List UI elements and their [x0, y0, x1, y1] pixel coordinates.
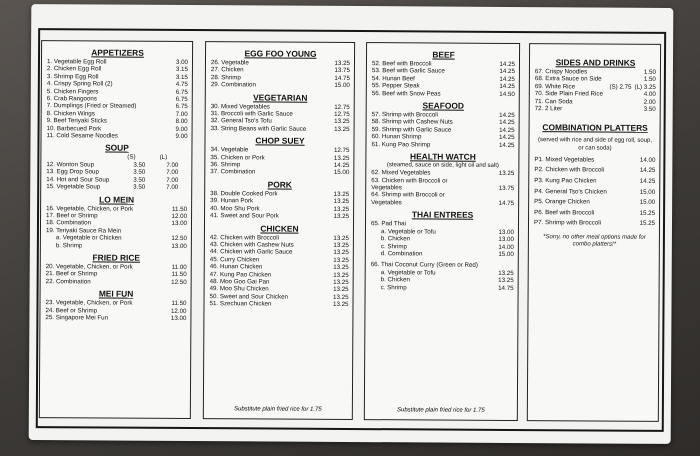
- item-name: 20. Vegetable, Chicken, or Pork: [45, 263, 133, 271]
- item-name: 39. Hunan Pork: [210, 197, 254, 205]
- section-title-chicken: CHICKEN: [260, 222, 299, 234]
- item-name: 32. General Tso's Tofu: [210, 117, 272, 125]
- item-price-small: 3.50: [133, 168, 146, 177]
- item-price: 11.50: [171, 300, 187, 308]
- item-name: 35. Chicken or Pork: [210, 153, 265, 162]
- item-name: Vegetables: [371, 199, 402, 207]
- item-name: 13. Egg Drop Soup: [46, 168, 99, 176]
- item-price: 13.25: [333, 301, 349, 309]
- item-price: 13.25: [333, 241, 349, 249]
- item-price: 15.00: [334, 82, 350, 90]
- menu-item: [534, 177, 655, 185]
- item-price: 6.75: [175, 88, 188, 96]
- menu-item: [535, 105, 656, 113]
- item-price: [184, 228, 187, 235]
- item-name: 33. String Beans with Garlic Sauce: [210, 124, 307, 133]
- item-price: 13.00: [498, 228, 514, 236]
- item-name: 11. Cold Sesame Noodles: [46, 132, 118, 140]
- item-name: 8. Chicken Wings: [46, 109, 95, 118]
- menu-column-2: [203, 41, 355, 420]
- item-name: 41. Sweet and Sour Pork: [210, 212, 279, 220]
- item-price-small: 3.50: [133, 176, 146, 184]
- item-price: 3.15: [175, 73, 188, 81]
- item-price-large: 7.00: [166, 161, 179, 169]
- item-price: 1.50: [643, 76, 656, 84]
- item-name: 34. Vegetable: [210, 146, 249, 154]
- section-title-appetizers: APPETIZERS: [91, 47, 144, 58]
- menu-item: [211, 81, 350, 89]
- menu-item: [534, 220, 655, 228]
- item-name: c. Shrimp: [380, 283, 407, 291]
- item-price: 12.75: [333, 147, 350, 155]
- item-name: 52. Beef with Broccoli: [371, 60, 432, 68]
- item-name: Vegetables: [371, 184, 402, 192]
- menu-item: [209, 300, 348, 308]
- item-price: 14.00: [639, 156, 656, 164]
- item-price: 13.00: [171, 242, 187, 250]
- menu-item: [210, 212, 349, 220]
- item-name: 60. Hunan Shrimp: [371, 133, 422, 141]
- item-name: 2. Chicken Egg Roll: [46, 65, 102, 73]
- item-name: 7. Dumplings (Fried or Steamed): [46, 102, 137, 111]
- menu-column-3: [364, 42, 520, 421]
- item-name: 19. Teriyaki Sauce Ra Mein: [45, 226, 122, 235]
- item-price-small: (S) 2.75: [609, 83, 632, 91]
- item-name: 10. Barbecued Pork: [46, 124, 102, 133]
- item-price: 4.00: [643, 91, 656, 99]
- item-price-large: 7.00: [166, 183, 179, 192]
- item-name: 62. Mixed Vegetables: [371, 169, 431, 177]
- item-name: 57. Shrimp with Broccoli: [371, 111, 439, 119]
- section-title-seafood: SEAFOOD: [422, 100, 464, 111]
- item-price: 6.75: [175, 95, 188, 104]
- item-price-small: 3.50: [133, 183, 146, 191]
- item-name: 67. Crispy Noodles: [534, 68, 588, 76]
- item-name: 61. Kung Pao Shrimp: [371, 140, 431, 149]
- section-title-egg-foo-young: EGG FOO YOUNG: [244, 48, 317, 59]
- item-name: 51. Szechuan Chicken: [209, 300, 272, 308]
- item-price: 3.50: [643, 105, 656, 113]
- menu-item: [371, 284, 514, 292]
- item-price: 12.00: [171, 212, 188, 220]
- fried-rice-substitute-note: Substitute plain fried rice for 1.75: [233, 406, 322, 413]
- item-name: P2. Chicken with Broccoli: [534, 166, 605, 174]
- item-price: 13.75: [334, 67, 350, 75]
- item-name: 56. Beef with Snow Peas: [371, 89, 441, 98]
- item-price: 1.50: [643, 68, 656, 76]
- item-price: 14.25: [499, 83, 515, 91]
- item-name: 43. Chicken with Cashew Nuts: [209, 241, 294, 249]
- size-small-label: (S): [127, 154, 136, 162]
- menu-item: [534, 156, 655, 164]
- section-title-sides-and-drinks: SIDES AND DRINKS: [555, 57, 636, 68]
- item-name: P7. Shrimp with Broccoli: [533, 219, 602, 227]
- item-price: [511, 178, 514, 185]
- item-price: 14.25: [499, 68, 515, 76]
- item-name: 12. Wonton Soup: [46, 161, 95, 169]
- menu-item: [47, 132, 188, 140]
- health-watch-note: (steamed, sauce on side, light oil and salt): [386, 162, 499, 169]
- item-name: 45. Curry Chicken: [209, 255, 260, 264]
- item-name: 36. Shrimp: [210, 161, 241, 169]
- item-name: a. Vegetable or Chicken: [55, 234, 122, 242]
- item-name: 3. Shrimp Egg Roll: [46, 72, 99, 81]
- section-title-vegetarian: VEGETARIAN: [253, 92, 308, 103]
- item-price: 14.25: [639, 167, 656, 175]
- item-price: 14.25: [498, 141, 515, 149]
- section-title-lo-mein: LO MEIN: [99, 193, 135, 205]
- item-price: 15.25: [639, 209, 656, 217]
- item-name: P3. Kung Pao Chicken: [534, 177, 597, 185]
- menu-sheet: [29, 4, 674, 444]
- item-name: 58. Shrimp with Cashew Nuts: [371, 118, 453, 127]
- item-name: 9. Beef Teriyaki Sticks: [46, 117, 108, 125]
- item-price: 13.25: [333, 286, 349, 294]
- section-title-soup: SOUP: [105, 142, 129, 154]
- item-price: 6.75: [175, 103, 188, 111]
- item-name: b. Chicken: [380, 276, 410, 284]
- item-price: 13.25: [333, 249, 349, 257]
- item-price: 13.25: [333, 256, 349, 264]
- menu-item: [210, 169, 349, 177]
- item-price: 15.00: [498, 250, 514, 258]
- item-price: 13.75: [498, 184, 515, 193]
- item-price: 11.50: [172, 205, 188, 213]
- item-name: P6. Beef with Broccoli: [534, 208, 595, 217]
- item-price: 2.00: [643, 98, 656, 106]
- item-price: 13.25: [334, 59, 351, 67]
- menu-item: [46, 242, 187, 250]
- item-name: 50. Sweet and Sour Chicken: [209, 292, 289, 301]
- size-large-label: (L): [159, 154, 168, 162]
- item-name: 64. Shrimp with Broccoli or: [371, 191, 445, 200]
- item-name: 15. Vegetable Soup: [46, 183, 101, 191]
- item-name: 63. Chicken with Broccoli or: [371, 176, 448, 185]
- section-title-health-watch: HEALTH WATCH: [410, 151, 476, 162]
- item-name: 44. Chicken with Garlic Sauce: [209, 248, 293, 256]
- item-price: 13.25: [333, 264, 349, 272]
- item-name: 5. Chicken Fingers: [46, 87, 99, 96]
- item-price: 13.25: [333, 154, 350, 162]
- menu-item: [534, 167, 655, 175]
- fried-rice-substitute-note: Substitute plain fried rice for 1.75: [396, 407, 485, 414]
- item-price: 13.25: [498, 277, 514, 285]
- item-name: 22. Combination: [45, 277, 91, 286]
- item-name: 14. Hot and Sour Soup: [46, 175, 110, 184]
- section-title-beef: BEEF: [432, 49, 455, 60]
- item-name: 72. 2 Liter: [534, 105, 563, 113]
- item-price: 9.00: [175, 125, 188, 133]
- item-name: 54. Hunan Beef: [371, 74, 415, 83]
- menu-item: [46, 278, 187, 286]
- item-price-small: 3.50: [133, 161, 146, 169]
- item-price: 13.25: [333, 212, 350, 221]
- item-price: 13.25: [334, 125, 350, 133]
- item-price: 13.25: [333, 271, 349, 279]
- item-name: 71. Can Soda: [534, 97, 573, 105]
- item-name: 48. Moo Goo Gai Pan: [209, 278, 270, 286]
- item-price: 13.25: [333, 198, 350, 206]
- item-price: 14.25: [499, 75, 515, 83]
- item-price: 14.25: [499, 119, 515, 127]
- item-name: b. Chicken: [380, 235, 411, 243]
- item-price: 13.25: [498, 269, 514, 277]
- menu-item: [372, 90, 515, 98]
- section-title-combination-platters: COMBINATION PLATTERS: [542, 122, 648, 134]
- item-name: a. Vegetable or Tofu: [380, 268, 436, 277]
- item-price: 12.75: [334, 110, 350, 119]
- menu-item: [534, 209, 655, 217]
- section-title-mei-fun: MEI FUN: [98, 288, 134, 299]
- item-price: 13.25: [333, 278, 349, 286]
- menu-item: [45, 314, 186, 322]
- item-price: 8.00: [175, 118, 188, 126]
- section-title-thai-entrees: THAI ENTREES: [411, 209, 474, 221]
- item-name: 23. Vegetable, Chicken, or Pork: [45, 299, 133, 307]
- item-price: 14.25: [639, 177, 656, 185]
- item-price: 13.25: [333, 293, 349, 301]
- item-name: 40. Moo Shu Pork: [210, 204, 260, 213]
- item-name: 31. Broccoli with Garlic Sauce: [210, 110, 293, 118]
- item-name: 37. Combination: [210, 168, 256, 176]
- item-price: 12.50: [171, 235, 187, 243]
- item-price: 13.00: [171, 220, 188, 228]
- item-name: 26. Vegetable: [210, 59, 249, 67]
- item-name: 69. White Rice: [534, 82, 576, 91]
- item-price: 12.00: [170, 307, 187, 315]
- item-price: 14.75: [334, 74, 350, 82]
- item-name: P4. General Tso's Chicken: [534, 187, 607, 196]
- menu-item: [534, 198, 655, 206]
- item-name: 4. Crispy Spring Roll (2): [46, 80, 113, 88]
- item-name: 49. Moo Shu Chicken: [209, 285, 269, 293]
- item-name: 17. Beef or Shrimp: [46, 212, 98, 220]
- item-price: 12.75: [334, 103, 350, 111]
- item-price: 3.00: [175, 58, 189, 67]
- menu-item: [46, 183, 187, 191]
- item-price: 3.15: [175, 66, 188, 74]
- item-name: c. Shrimp: [380, 242, 408, 250]
- item-name: 47. Kung Pao Chicken: [209, 270, 272, 279]
- item-price: [511, 192, 514, 199]
- item-name: P5. Orange Chicken: [534, 198, 590, 206]
- item-name: P1. Mixed Vegetables: [534, 155, 595, 164]
- item-name: 27. Chicken: [210, 66, 244, 74]
- item-price: 14.25: [499, 126, 515, 134]
- item-name: 55. Pepper Steak: [371, 82, 420, 90]
- item-price: 11.00: [171, 263, 187, 271]
- item-price: 15.25: [639, 220, 656, 228]
- item-price: 14.75: [498, 199, 515, 207]
- item-price: 15.00: [639, 188, 656, 196]
- item-price: 13.25: [333, 234, 349, 242]
- item-name: 16. Vegetable, Chicken, or Pork: [46, 204, 134, 213]
- item-name: b. Shrimp: [55, 241, 83, 249]
- item-name: d. Combination: [380, 250, 423, 258]
- combo-note: (served with rice and side of egg roll, soup, or can soda): [537, 137, 653, 152]
- item-name: 25. Singapore Mei Fun: [45, 314, 109, 322]
- item-price: 14.00: [498, 243, 514, 251]
- item-price: 9.00: [175, 132, 188, 141]
- item-price-large: 7.00: [166, 169, 179, 177]
- item-price: 14.75: [498, 284, 514, 292]
- item-price: 13.25: [334, 118, 350, 126]
- item-name: 42. Chicken with Broccoli: [209, 233, 280, 242]
- item-name: 29. Combination: [210, 81, 256, 89]
- item-price: 13.00: [498, 236, 514, 244]
- item-price: 14.50: [499, 90, 515, 98]
- item-price: 7.00: [175, 110, 188, 118]
- item-name: 68. Extra Sauce on Side: [534, 75, 602, 83]
- section-title-fried-rice: FRIED RICE: [92, 252, 141, 263]
- menu-item: [211, 125, 350, 133]
- item-price: 13.00: [170, 314, 187, 322]
- item-name: 18. Combination: [45, 219, 92, 227]
- item-price: 15.00: [333, 169, 350, 177]
- menu-column-4: [527, 43, 661, 422]
- item-name: 70. Side Plain Fried Rice: [534, 90, 603, 98]
- item-name: 21. Beef or Shrimp: [45, 270, 98, 278]
- item-name: 30. Mixed Vegetables: [210, 102, 270, 111]
- item-name: a. Vegetable or Tofu: [380, 227, 436, 236]
- item-price: 4.75: [175, 81, 188, 89]
- menu-item: [371, 199, 514, 207]
- item-price: 13.25: [498, 170, 515, 178]
- item-name: 6. Crab Rangoons: [46, 95, 98, 103]
- menu-item: 65. Pad Thai: [370, 220, 407, 228]
- menu-item: [534, 188, 655, 196]
- item-price: 14.25: [333, 161, 350, 170]
- item-name: 38. Double Cooked Pork: [210, 190, 278, 198]
- item-name: 24. Beef or Shrimp: [45, 306, 98, 315]
- combo-disclaimer: *Sorry, no other meal options made for combo platters!*: [543, 234, 646, 248]
- item-price: 11.50: [171, 271, 187, 279]
- item-price: 14.25: [499, 111, 515, 120]
- item-price: 13.25: [333, 205, 350, 213]
- menu-item: [371, 141, 514, 149]
- item-price: 14.25: [499, 134, 515, 142]
- section-title-chop-suey: CHOP SUEY: [255, 135, 305, 146]
- menu-item: 66. Thai Coconut Curry (Green or Red): [370, 261, 478, 270]
- item-price: 13.25: [333, 190, 350, 198]
- item-price: 12.50: [171, 278, 187, 286]
- item-name: 59. Shrimp with Garlic Sauce: [371, 125, 452, 134]
- item-name: 46. Hunan Chicken: [209, 263, 263, 271]
- item-name: 28. Shrimp: [210, 73, 241, 82]
- item-name: 53. Beef with Garlic Sauce: [371, 67, 445, 75]
- item-price: 15.00: [639, 198, 656, 207]
- menu-column-1: [39, 40, 193, 419]
- item-price-large: 7.00: [166, 176, 179, 184]
- section-title-pork: PORK: [267, 179, 292, 190]
- item-price: (L) 3.25: [634, 83, 656, 91]
- item-price: 14.25: [499, 60, 515, 68]
- item-name: 1. Vegetable Egg Roll: [46, 58, 107, 66]
